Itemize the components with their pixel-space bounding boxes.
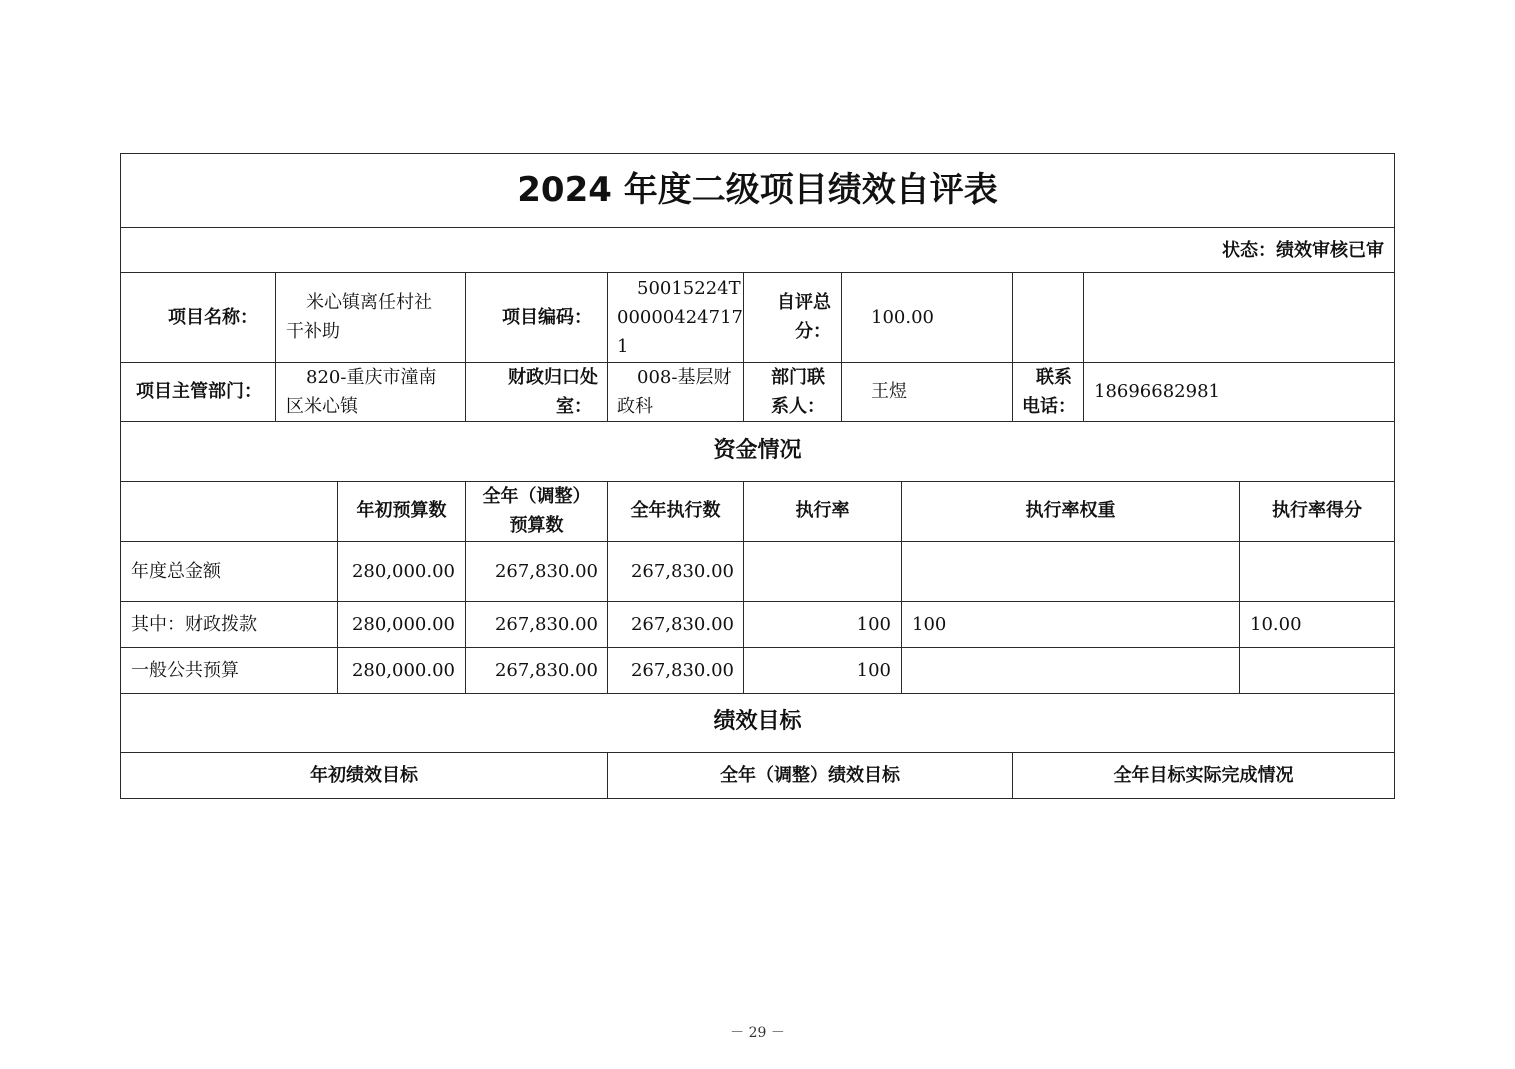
col-adjusted-goals: 全年（调整）绩效目标 [720, 765, 900, 786]
rule [743, 272, 744, 422]
phone-value: 18696682981 [1094, 381, 1220, 402]
col-initial-goals: 年初绩效目标 [310, 765, 418, 786]
goals-section-title: 绩效目标 [713, 709, 802, 734]
col-adjusted-budget: 全年（调整） [482, 486, 591, 507]
rule [120, 647, 1395, 648]
contact-label: 部门联 [771, 367, 825, 388]
contact-label: 系人： [771, 396, 825, 417]
rule [120, 481, 1395, 482]
contact-value: 王煜 [871, 381, 907, 402]
rule [120, 693, 1395, 694]
project-name-label: 项目名称： [168, 307, 258, 328]
row-label: 其中：财政拨款 [131, 614, 257, 635]
cell-rate: 100 [856, 614, 891, 635]
cell-initial: 280,000.00 [351, 660, 455, 681]
row-label: 一般公共预算 [131, 660, 239, 681]
finance-office-value: 008-基层财 [637, 367, 732, 388]
project-name-value: 米心镇离任村社 [306, 292, 432, 313]
cell-adjusted: 267,830.00 [494, 660, 598, 681]
rule [120, 272, 1395, 273]
project-code-label: 项目编码： [502, 307, 592, 328]
rule [1083, 272, 1084, 422]
rule [120, 752, 1395, 753]
rule [120, 421, 1395, 422]
funds-section-title: 资金情况 [713, 438, 802, 463]
cell-adjusted: 267,830.00 [494, 614, 598, 635]
dept-value: 820-重庆市潼南 [306, 367, 437, 388]
score-label: 自评总 [777, 292, 831, 313]
col-initial-budget: 年初预算数 [356, 500, 447, 521]
col-rate: 执行率 [795, 500, 850, 521]
phone-label: 电话： [1022, 396, 1076, 417]
col-actual-completion: 全年目标实际完成情况 [1113, 765, 1294, 786]
rule [120, 227, 1395, 228]
rule [841, 272, 842, 422]
score-value: 100.00 [871, 307, 934, 328]
finance-office-value: 政科 [617, 396, 653, 417]
cell-adjusted: 267,830.00 [494, 561, 598, 582]
cell-initial: 280,000.00 [351, 614, 455, 635]
rule [607, 272, 608, 422]
page-number: － 29 － [730, 1025, 785, 1041]
dept-label: 项目主管部门： [136, 381, 262, 402]
rule [1012, 272, 1013, 422]
status-text: 状态：绩效审核已审 [1222, 240, 1384, 261]
col-executed: 全年执行数 [630, 500, 721, 521]
cell-executed: 267,830.00 [630, 614, 734, 635]
rule [1394, 153, 1395, 799]
rule [120, 541, 1395, 542]
col-weight: 执行率权重 [1025, 500, 1116, 521]
score-label: 分： [795, 321, 831, 342]
cell-rate: 100 [856, 660, 891, 681]
rule [120, 601, 1395, 602]
cell-executed: 267,830.00 [630, 660, 734, 681]
row-label: 年度总金额 [131, 561, 221, 582]
project-name-value: 干补助 [286, 321, 340, 342]
project-code-value: 1 [617, 336, 629, 357]
rule [275, 272, 276, 422]
cell-weight: 100 [912, 614, 947, 635]
rule [120, 153, 1395, 154]
col-score: 执行率得分 [1272, 500, 1362, 521]
dept-value: 区米心镇 [286, 396, 358, 417]
rule [465, 272, 466, 422]
form-title: 2024 年度二级项目绩效自评表 [517, 170, 998, 210]
cell-score: 10.00 [1250, 614, 1302, 635]
phone-label: 联系 [1036, 367, 1072, 388]
finance-office-label: 财政归口处 [508, 367, 598, 388]
rule [120, 798, 1395, 799]
rule [120, 153, 121, 799]
finance-office-label: 室： [556, 396, 592, 417]
col-adjusted-budget: 预算数 [509, 515, 564, 536]
project-code-value: 00000424717 [617, 307, 743, 328]
cell-executed: 267,830.00 [630, 561, 734, 582]
cell-initial: 280,000.00 [351, 561, 455, 582]
project-code-value: 50015224T [637, 278, 741, 299]
